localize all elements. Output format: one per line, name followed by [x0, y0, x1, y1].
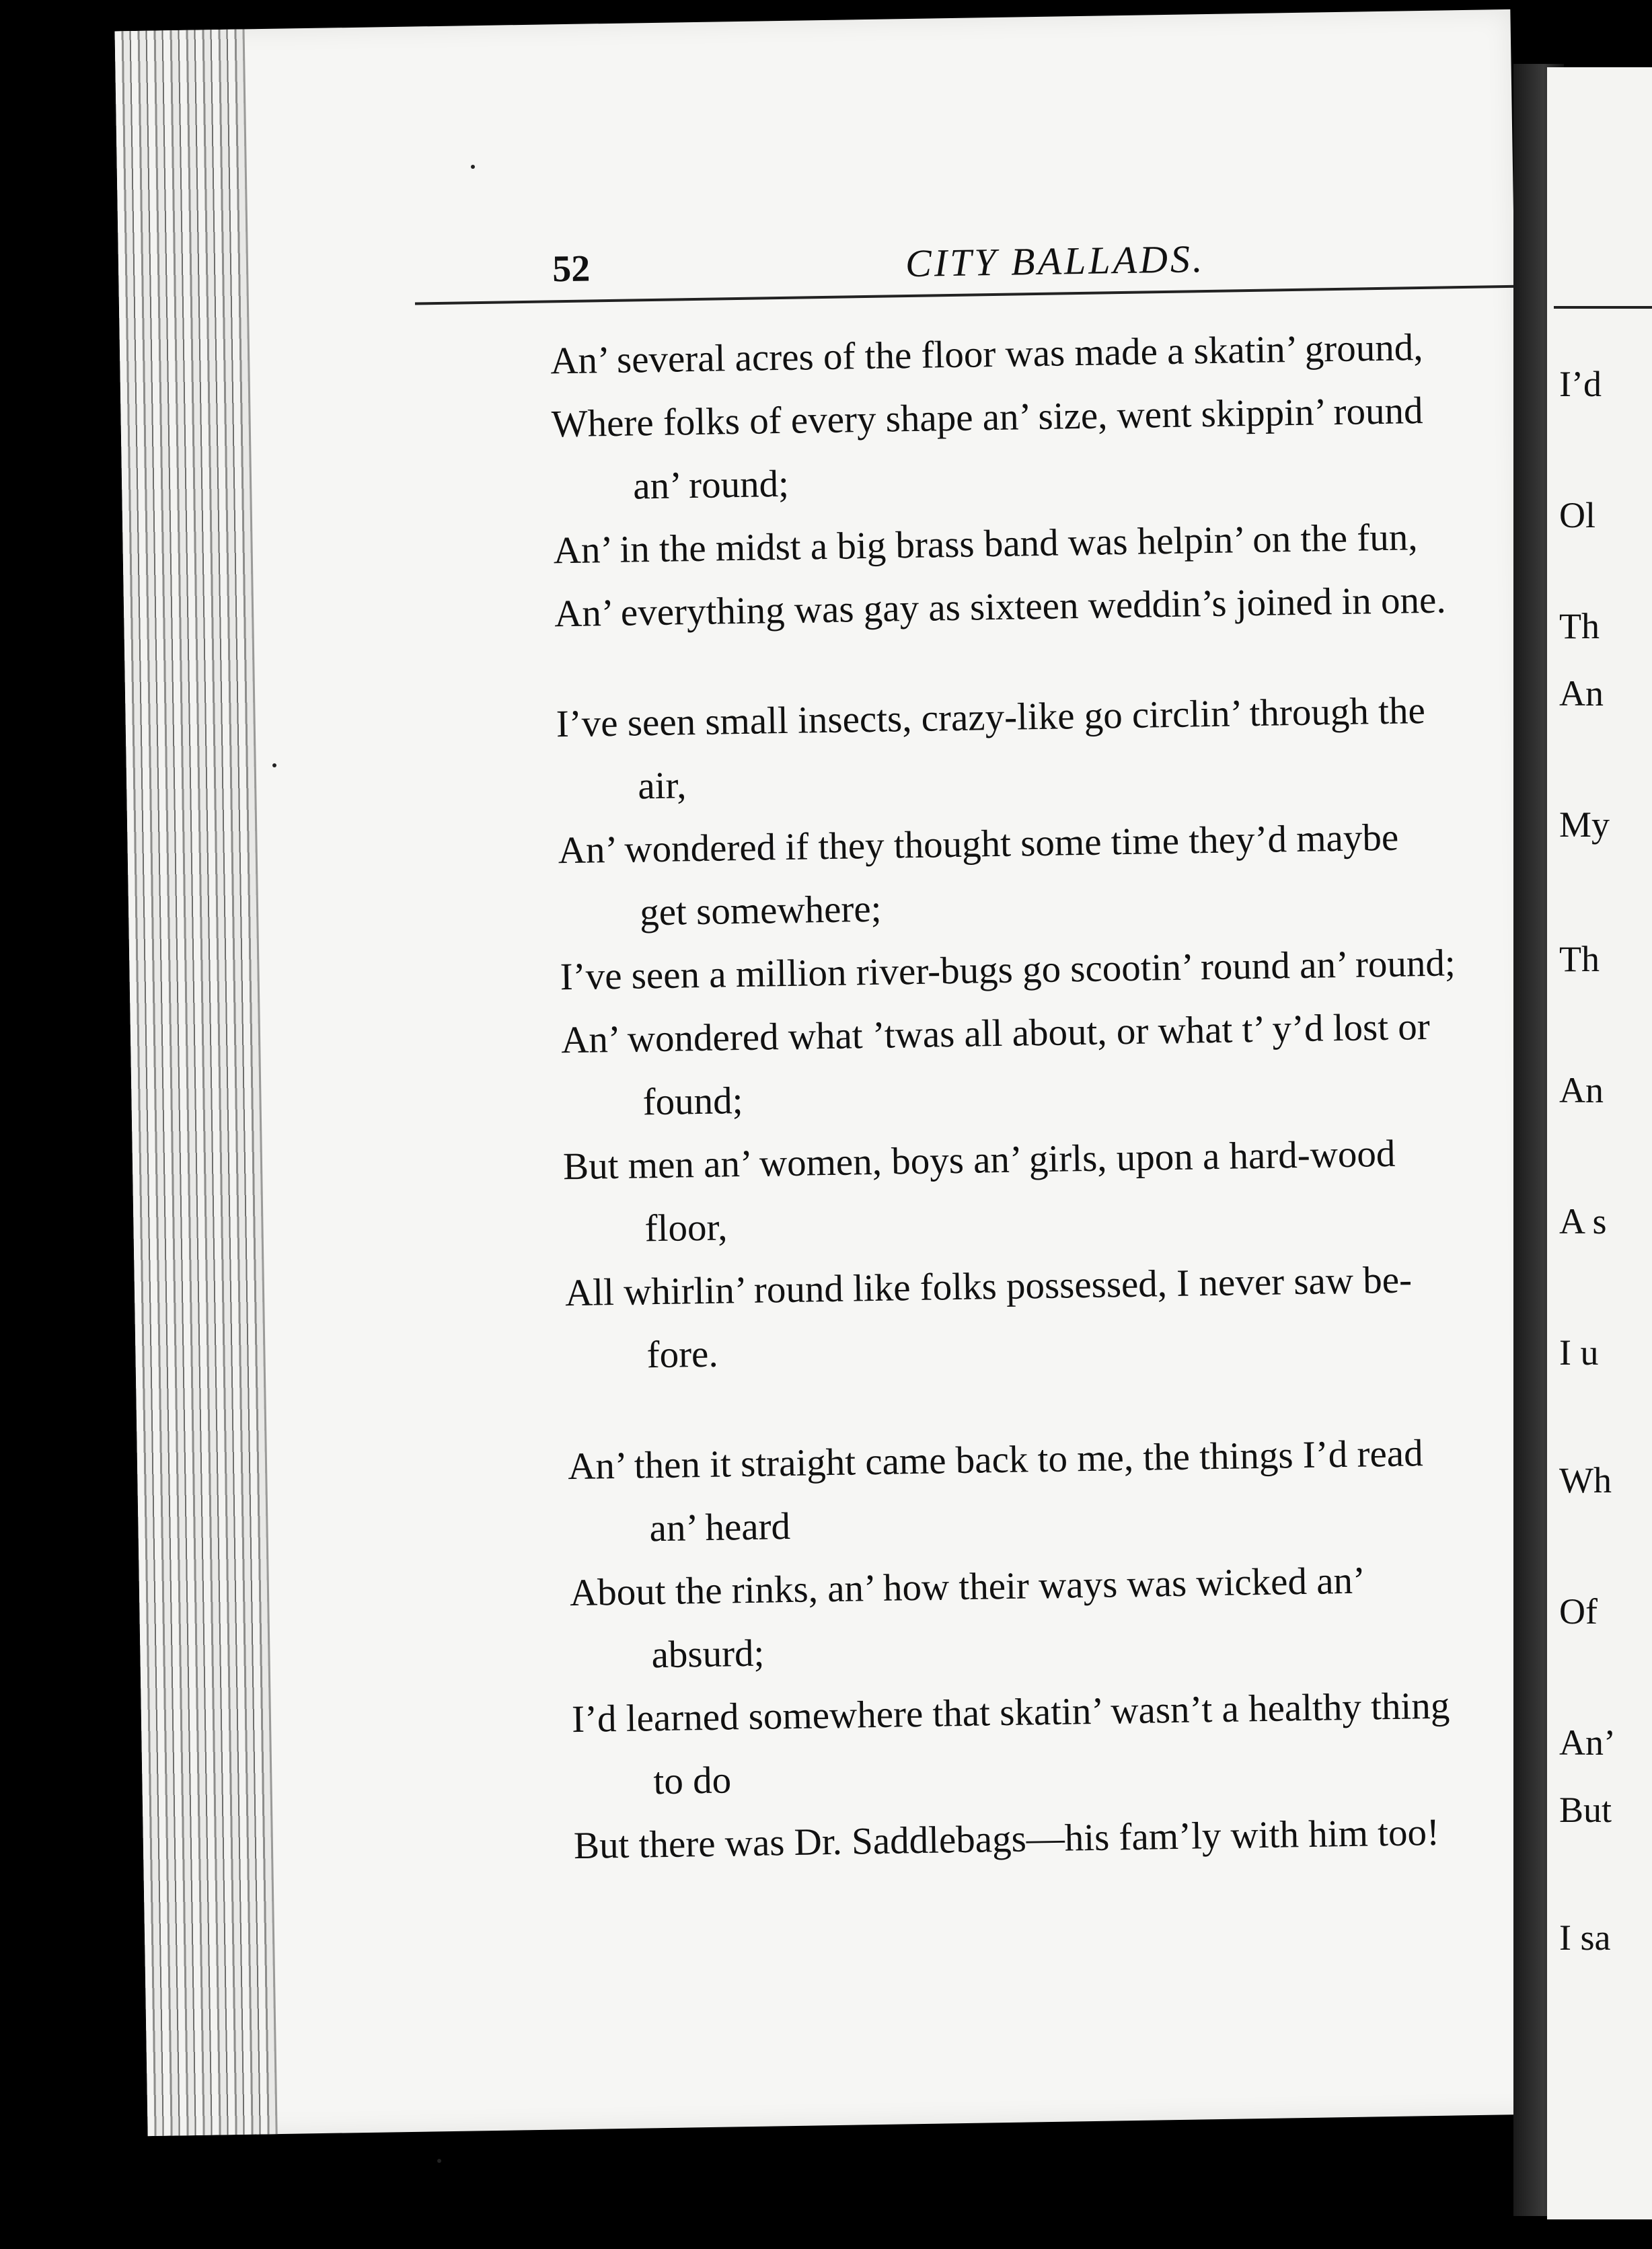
verse-line: About the rinks, an’ how their ways was wicked an’	[569, 1559, 1366, 1615]
right-page-edge	[1547, 67, 1652, 2219]
poem-body	[416, 313, 1652, 1880]
stanza	[421, 676, 1652, 1390]
page-number: 52	[552, 247, 591, 291]
right-page-line-fragment: I u	[1559, 1332, 1599, 1373]
stanza	[433, 1418, 1652, 1880]
running-header	[414, 209, 1639, 305]
verse-line-continuation: to do	[653, 1759, 732, 1803]
running-title: CITY BALLADS.	[905, 237, 1205, 286]
verse-line: But there was Dr. Saddlebags—his fam’ly with him too!	[573, 1810, 1440, 1868]
right-page-line-fragment: Ol	[1559, 495, 1595, 535]
right-page-header-rule	[1554, 306, 1652, 309]
verse-line: Where folks of every shape an’ size, went skippin’ round	[551, 389, 1423, 446]
verse-line-continuation: found;	[642, 1079, 743, 1124]
right-page-line-fragment: But	[1559, 1790, 1612, 1830]
verse-line: An’ wondered what ’twas all about, or what t’ y’d lost or	[560, 1005, 1431, 1062]
verse-line-continuation: an’ heard	[649, 1504, 791, 1550]
verse-line: An’ wondered if they thought some time they’d maybe	[558, 816, 1399, 872]
verse-line: An’ in the midst a big brass band was helpin’ on the fun,	[553, 516, 1419, 572]
print-speck	[272, 763, 276, 767]
right-page-line-fragment: Th	[1559, 606, 1600, 646]
print-speck	[437, 2159, 441, 2163]
verse-line-continuation: air,	[637, 764, 687, 808]
verse-line: An’ several acres of the floor was made a skatin’ ground,	[550, 326, 1423, 383]
verse-line-continuation: absurd;	[651, 1632, 765, 1677]
right-page-line-fragment: My	[1559, 804, 1610, 845]
right-page-line-fragment: I’d	[1559, 364, 1602, 404]
verse-line: I’ve seen small insects, crazy-like go circlin’ through the	[556, 689, 1426, 746]
verse-line: But men an’ women, boys an’ girls, upon a hard-wood	[562, 1132, 1396, 1188]
right-page-line-fragment: I sa	[1559, 1917, 1611, 1958]
right-page-line-fragment: A s	[1559, 1201, 1607, 1242]
page-edge-stack	[115, 29, 278, 2136]
stanza	[416, 313, 1645, 648]
verse-line-continuation: fore.	[646, 1332, 719, 1377]
right-page-line-fragment: Th	[1559, 939, 1600, 979]
left-page	[115, 9, 1544, 2136]
verse-line: I’d learned somewhere that skatin’ wasn’t a healthy thing	[571, 1684, 1450, 1741]
right-page-line-fragment: An’	[1559, 1722, 1616, 1763]
verse-line-continuation: an’ round;	[632, 462, 790, 508]
verse-line-continuation: floor,	[644, 1206, 728, 1250]
verse-line: An’ then it straight came back to me, the things I’d read	[567, 1432, 1424, 1488]
page-text	[414, 209, 1652, 1927]
verse-line: An’ everything was gay as sixteen weddin’s joined in one.	[554, 578, 1447, 636]
verse-line: I’ve seen a million river-bugs go scootin’ round an’ round;	[560, 942, 1456, 999]
verse-line-continuation: get somewhere;	[639, 887, 882, 934]
right-page-line-fragment: Wh	[1559, 1460, 1612, 1500]
print-speck	[471, 165, 475, 169]
right-page-line-fragment: An	[1559, 1070, 1604, 1110]
right-page-line-fragment: An	[1559, 673, 1604, 714]
verse-line: All whirlin’ round like folks possessed, I never saw be-	[564, 1258, 1413, 1315]
right-page-line-fragment: Of	[1559, 1591, 1598, 1632]
